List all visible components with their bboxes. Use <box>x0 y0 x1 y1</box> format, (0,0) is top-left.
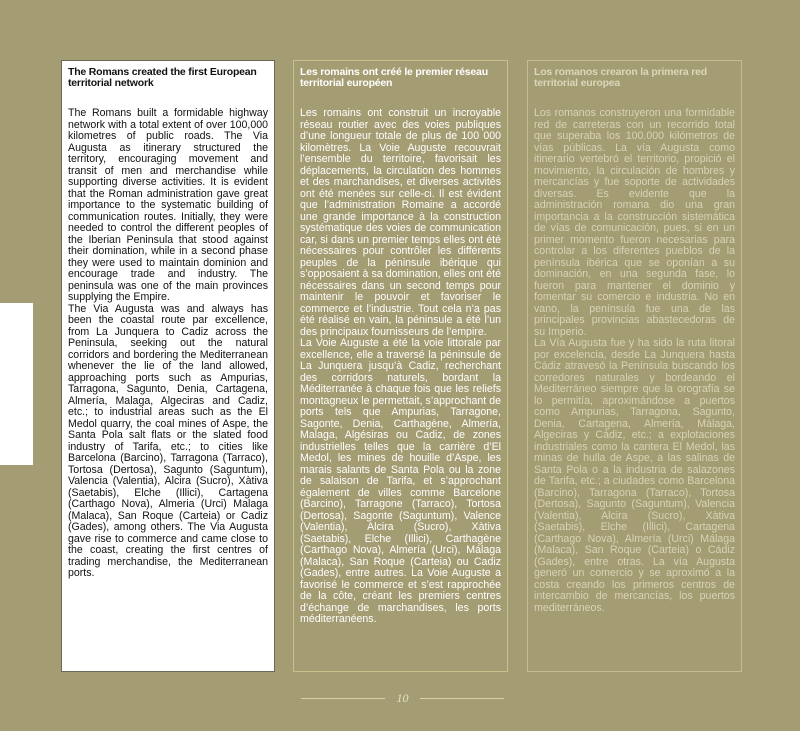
english-body <box>68 108 268 580</box>
french-title: Les romains ont créé le premier réseau territorial européen <box>300 66 488 89</box>
spanish-title: Los romanos crearon la primera red territorial europea <box>534 66 707 89</box>
spanish-body <box>534 108 735 614</box>
english-paragraph-1: The Romans built a formidable highway network with a total extent of over 100,000 kilometres of public roads. The Via Augusta as itinerary structured the territory, encouraging movement and transit of men and merchandise while supporting diverse activities. It is evident that the Roman administration gave great importance to the systematic building of communication routes. Initially, they were needed to control the different peoples of the Iberian Peninsula that stood against their domination, while in a second phase they were used to maintain dominion and encourage trade and industry. The peninsula was one of the main provinces supplying the Empire. <box>68 107 268 303</box>
french-column <box>293 60 508 672</box>
footer-rule-left <box>301 698 385 699</box>
english-title: The Romans created the first European territorial network <box>68 66 257 89</box>
page-number: 10 <box>396 691 409 705</box>
french-paragraph-1: Les romains ont construit un incroyable réseau routier avec des voies publiques d’une longueur totale de plus de 100 000 kilomètres. La Voie Auguste recouvrait l’ensemble du territoire, favorisait les déplacements, la circulation des hommes et des marchandises, et diverses activités ont été menées sur celle-ci. Il est évident que l’administration Romaine a accordé une grande importance à la construction systématique des voies de communication car, si dans un premier temps elles ont été nécessaires pour contrôler les différents peuples de la péninsule ibérique qui s’opposaient à sa domination, elles ont été nécessaires dans un second temps pour maintenir le pouvoir et favoriser le commerce et l’industrie. Tout cela n’a pas été réalisé en vain, la péninsule a été l’un des principaux fournisseurs de l’empire. <box>300 107 501 338</box>
page-edge-tab <box>0 303 33 465</box>
french-body <box>300 108 501 626</box>
french-paragraph-2: La Voie Auguste a été la voie littorale par excellence, elle a traversé la péninsule de La Junquera jusqu’à Cadiz, recherchant des corridors naturels, bordant la Méditerranée à chaque fois que les reliefs montagneux le permettait, s’approchant de ports tels que Ampurias, Tarragone, Sagonte, Denia, Carthagène, Almería, Malaga, Algésiras ou Cadiz, de zones industrielles telles que la carrière d’El Medol, les mines de houille d’Aspe, les marais salants de Santa Pola ou la zone de salaison de Tarifa, et s’approchant également de villes comme Barcelone (Barcino), Tarragone (Tarraco), Tortosa (Dertosa), Sagonte (Saguntum), Valence (Valentia), Alcira (Sucro), Xàtiva (Saetabis), Elche (Illici), Carthagène (Carthago Nova), Almería (Urci), Málaga (Malaca), San Roque (Carteia) ou Cadiz (Gades), entre autres. La Voie Auguste a favorisé le commerce et s’est rapprochée de la côte, créant les premiers centres d’échange de marchandises, les ports méditerranéens. <box>300 337 501 625</box>
english-column <box>61 60 275 672</box>
spanish-paragraph-1: Los romanos construyeron una formidable red de carreteras con un recorrido total que superaba los 100.000 kilómetros de vías públicas. La vía Augusta como itinerario vertebró el territorio, propició el movimiento, la circulación de hombres y mercancías y fue soporte de actividades diversas. Es evidente que la administración romana dio una gran importancia a la construcción sistemática de vías de comunicación, pues, si en un primer momento fueron necesarias para controlar a los diferentes pueblos de la península ibérica que se oponían a su dominación, en una segunda fase, lo fueron para mantener el dominio y fomentar su comercio e industria. No en vano, la península fue una de las principales provincias abastecedoras de su Imperio. <box>534 107 735 338</box>
spanish-column <box>527 60 742 672</box>
spanish-paragraph-2: La Vía Augusta fue y ha sido la ruta litoral por excelencia, desde La Junquera hasta Cádiz atravesó la Península buscando los corredores naturales y bordeando el Mediterráneo siempre que la orografía se lo permitía, aproximándose a puertos como Ampurias, Tarragona, Sagunto, Denia, Cartagena, Almería, Málaga, Algeciras y Cádiz, etc.; a explotaciones industriales como la cantera El Medol, las minas de hulla de Aspe, a las salinas de Santa Pola o a la industria de salazones de Tarifa, etc.; a ciudades como Barcelona (Barcino), Tarragona (Tarraco), Tortosa (Dertosa), Sagunto (Saguntum), Valencia (Valentia), Alcira (Sucro), Xàtiva (Saetabis), Elche (Illici), Cartagena (Carthago Nova), Almería (Urci) Málaga (Malaca), San Roque (Carteia) o Cádiz (Gades), entre otras. La vía Augusta generó un comercio y se aproximó a la costa creando los primeros centros de intercambio de mercancías, los puertos mediterráneos. <box>534 337 735 614</box>
english-paragraph-2: The Via Augusta was and always has been the coastal route par excellence, from La Junquera to Cadiz across the Peninsula, seeking out the natural corridors and bordering the Mediterranean whenever the lie of the land allowed, approaching ports such as Ampurias, Tarragona, Sagunto, Denia, Cartagena, Almería, Malaga, Algeciras and Cadiz, etc.; to industrial areas such as the El Medol quarry, the coal mines of Aspe, the Santa Pola salt flats or the slated food industry of Tarifa, etc.; to cities like Barcelona (Barcino), Tarragona (Tarraco), Tortosa (Dertosa), Sagunto (Saguntum), Valencia (Valentia), Alcira (Sucro), Xàtiva (Saetabis), Elche (Illici), Cartagena (Carthago Nova), Almeria (Urci) Malaga (Malaca), San Roque (Carteia) or Cadiz (Gades), among others. The Via Augusta gave rise to commerce and came close to the coast, creating the first centres of trading merchandise, the Mediterranean ports. <box>68 302 268 579</box>
footer-rule-right <box>420 698 504 699</box>
